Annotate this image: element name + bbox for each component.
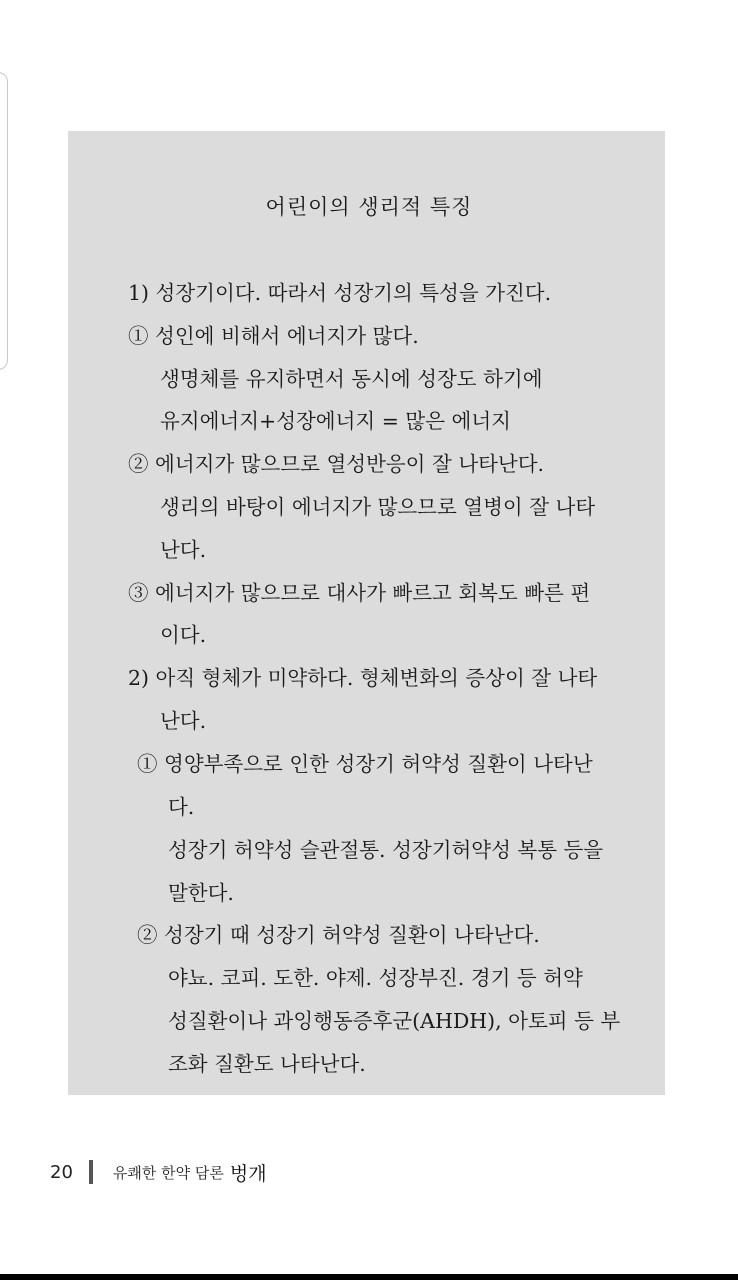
footer-divider	[89, 1160, 93, 1184]
body-line: 난다.	[160, 538, 207, 562]
page-number: 20	[50, 1161, 73, 1183]
book-title-emphasis: 벙개	[229, 1162, 267, 1185]
body-line: 생리의 바탕이 에너지가 많으므로 열병이 잘 나타	[160, 495, 596, 519]
body-line: 2) 아직 형체가 미약하다. 형체변화의 증상이 잘 나타	[128, 666, 598, 690]
body-line: ① 성인에 비해서 에너지가 많다.	[128, 324, 419, 348]
page-footer	[50, 1157, 267, 1187]
body-line: ② 성장기 때 성장기 허약성 질환이 나타난다.	[137, 923, 540, 947]
section-title: 어린이의 생리적 특징	[265, 195, 473, 219]
body-line: 말한다.	[168, 881, 234, 905]
body-line: ① 영양부족으로 인한 성장기 허약성 질환이 나타난	[137, 752, 593, 776]
body-line: 1) 성장기이다. 따라서 성장기의 특성을 가진다.	[128, 281, 552, 305]
book-title: 유쾌한 한약 담론	[112, 1163, 224, 1182]
body-line: 유지에너지+성장에너지 = 많은 에너지	[160, 409, 511, 433]
body-line: 다.	[168, 795, 195, 819]
body-line: 야뇨. 코피. 도한. 야제. 성장부진. 경기 등 허약	[168, 966, 583, 990]
body-line: 난다.	[160, 709, 207, 733]
body-line: 생명체를 유지하면서 동시에 성장도 하기에	[160, 367, 543, 391]
body-line: 조화 질환도 나타난다.	[168, 1052, 366, 1076]
body-line: 성장기 허약성 슬관절통. 성장기허약성 복통 등을	[168, 838, 604, 862]
bottom-system-bar	[0, 1274, 738, 1280]
content-box	[68, 131, 665, 1095]
body-line: 이다.	[160, 623, 207, 647]
body-line: 성질환이나 과잉행동증후군(AHDH), 아토피 등 부	[168, 1009, 621, 1033]
body-line: ② 에너지가 많으므로 열성반응이 잘 나타난다.	[128, 452, 545, 476]
body-line: ③ 에너지가 많으므로 대사가 빠르고 회복도 빠른 편	[128, 581, 591, 605]
